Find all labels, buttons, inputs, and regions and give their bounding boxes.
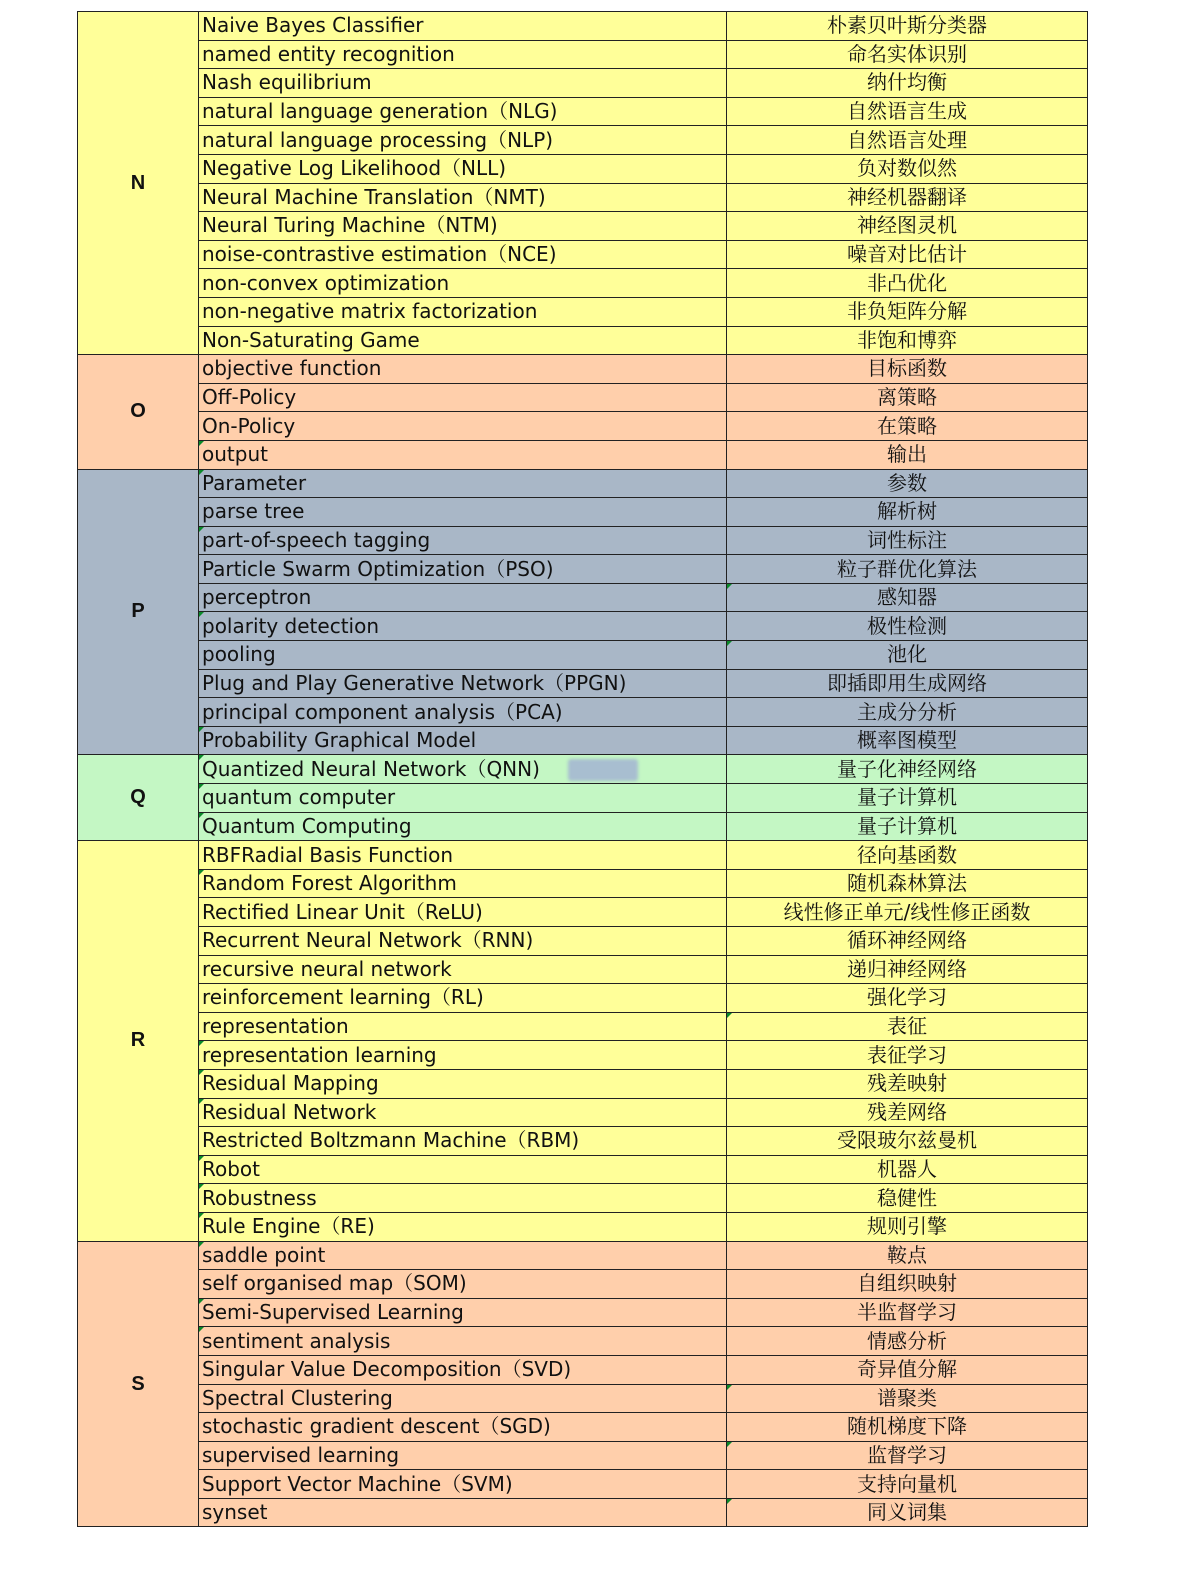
english-term-cell[interactable] — [199, 898, 727, 927]
chinese-term-cell[interactable] — [727, 1384, 1088, 1413]
comment-marker-icon — [199, 813, 204, 818]
table-row — [78, 955, 1088, 984]
table-row — [78, 555, 1088, 584]
chinese-term-cell[interactable] — [727, 440, 1088, 469]
table-row — [78, 641, 1088, 670]
table-row — [78, 40, 1088, 69]
english-term: self organised map（SOM) — [202, 1271, 467, 1296]
chinese-term-cell[interactable] — [727, 269, 1088, 298]
table-row — [78, 240, 1088, 269]
comment-marker-icon — [199, 1099, 204, 1104]
chinese-term-cell[interactable] — [727, 669, 1088, 698]
table-row — [78, 1498, 1088, 1527]
comment-marker-icon — [199, 1299, 204, 1304]
english-term: recursive neural network — [202, 956, 452, 981]
english-term: Random Forest Algorithm — [202, 871, 457, 896]
table-row — [78, 927, 1088, 956]
table-row — [78, 1098, 1088, 1127]
english-term: synset — [202, 1500, 268, 1525]
chinese-term: 概率图模型 — [857, 728, 957, 753]
english-term-cell[interactable] — [199, 69, 727, 98]
chinese-term: 支持向量机 — [857, 1471, 957, 1496]
table-row — [78, 97, 1088, 126]
table-row — [78, 440, 1088, 469]
chinese-term: 极性检测 — [867, 613, 947, 638]
chinese-term-cell[interactable] — [727, 841, 1088, 870]
chinese-term: 强化学习 — [867, 985, 947, 1010]
english-term: Neural Turing Machine（NTM) — [202, 213, 498, 238]
chinese-term-cell[interactable] — [727, 583, 1088, 612]
english-term-cell[interactable] — [199, 412, 727, 441]
comment-marker-icon — [727, 584, 732, 589]
english-term-cell[interactable] — [199, 1184, 727, 1213]
chinese-term-cell[interactable] — [727, 755, 1088, 784]
chinese-term-cell[interactable] — [727, 40, 1088, 69]
english-term: Robot — [202, 1157, 261, 1182]
english-term: representation — [202, 1014, 349, 1039]
english-term-cell[interactable] — [199, 355, 727, 384]
chinese-term: 输出 — [887, 442, 927, 467]
english-term-cell[interactable] — [199, 1413, 727, 1442]
chinese-term: 递归神经网络 — [847, 956, 967, 981]
chinese-term-cell[interactable] — [727, 984, 1088, 1013]
english-term: pooling — [202, 642, 276, 667]
letter-cell[interactable]: S — [78, 1241, 199, 1527]
comment-marker-icon — [199, 1242, 204, 1247]
table-row — [78, 526, 1088, 555]
chinese-term: 目标函数 — [867, 356, 947, 381]
chinese-term-cell[interactable] — [727, 183, 1088, 212]
english-term: objective function — [202, 356, 382, 381]
table-row — [78, 1041, 1088, 1070]
table-row — [78, 1127, 1088, 1156]
table-row — [78, 984, 1088, 1013]
chinese-term-cell[interactable] — [727, 1298, 1088, 1327]
chinese-term: 鞍点 — [887, 1242, 927, 1267]
chinese-term-cell[interactable] — [727, 898, 1088, 927]
english-term: Rectified Linear Unit（ReLU) — [202, 899, 483, 924]
chinese-term-cell[interactable] — [727, 383, 1088, 412]
blurred-overlay — [568, 759, 638, 781]
english-term: Recurrent Neural Network（RNN) — [202, 928, 534, 953]
comment-marker-icon — [727, 1499, 732, 1504]
table-row — [78, 1212, 1088, 1241]
english-term-cell[interactable] — [199, 1327, 727, 1356]
comment-marker-icon — [199, 470, 204, 475]
english-term-cell[interactable] — [199, 955, 727, 984]
chinese-term: 非饱和博弈 — [857, 327, 957, 352]
chinese-term: 规则引擎 — [867, 1214, 947, 1239]
chinese-term-cell[interactable] — [727, 1212, 1088, 1241]
english-term-cell[interactable] — [199, 555, 727, 584]
chinese-term-cell[interactable] — [727, 240, 1088, 269]
chinese-term-cell[interactable] — [727, 612, 1088, 641]
chinese-term-cell[interactable] — [727, 1498, 1088, 1527]
chinese-term-cell[interactable] — [727, 498, 1088, 527]
english-term: non-convex optimization — [202, 270, 450, 295]
english-term: On-Policy — [202, 413, 296, 438]
comment-marker-icon — [199, 1184, 204, 1189]
table-row — [78, 1155, 1088, 1184]
table-row — [78, 1441, 1088, 1470]
table-row — [78, 698, 1088, 727]
english-term-cell[interactable] — [199, 1012, 727, 1041]
chinese-term: 情感分析 — [867, 1328, 947, 1353]
chinese-term: 朴素贝叶斯分类器 — [827, 13, 987, 38]
english-term: noise-contrastive estimation（NCE) — [202, 242, 557, 267]
english-term-cell[interactable] — [199, 1041, 727, 1070]
english-term-cell[interactable] — [199, 154, 727, 183]
chinese-term: 同义词集 — [867, 1500, 947, 1525]
english-term: Off-Policy — [202, 385, 297, 410]
chinese-term: 在策略 — [877, 413, 937, 438]
chinese-term: 负对数似然 — [857, 156, 957, 181]
chinese-term-cell[interactable] — [727, 469, 1088, 498]
table-row — [78, 669, 1088, 698]
chinese-term: 表征学习 — [867, 1042, 947, 1067]
table-row — [78, 1384, 1088, 1413]
english-term: reinforcement learning（RL) — [202, 985, 484, 1010]
chinese-term: 径向基函数 — [857, 842, 957, 867]
english-term: principal component analysis（PCA) — [202, 699, 563, 724]
english-term: polarity detection — [202, 613, 380, 638]
english-term-cell[interactable] — [199, 1498, 727, 1527]
comment-marker-icon — [727, 641, 732, 646]
english-term: Negative Log Likelihood（NLL) — [202, 156, 507, 181]
chinese-term: 词性标注 — [867, 527, 947, 552]
chinese-term: 量子计算机 — [857, 785, 957, 810]
chinese-term-cell[interactable] — [727, 869, 1088, 898]
english-term-cell[interactable] — [199, 440, 727, 469]
chinese-term: 受限玻尔兹曼机 — [837, 1128, 977, 1153]
table-row — [78, 1241, 1088, 1270]
english-term: Parameter — [202, 470, 307, 495]
english-term-cell[interactable] — [199, 1241, 727, 1270]
english-term-cell[interactable] — [199, 297, 727, 326]
table-row — [78, 841, 1088, 870]
english-term: Residual Network — [202, 1099, 377, 1124]
table-row — [78, 726, 1088, 755]
table-row — [78, 1270, 1088, 1299]
comment-marker-icon — [199, 441, 204, 446]
english-term-cell[interactable] — [199, 1212, 727, 1241]
english-term-cell[interactable] — [199, 927, 727, 956]
table-row — [78, 583, 1088, 612]
table-row — [78, 12, 1088, 41]
english-term: Residual Mapping — [202, 1071, 379, 1096]
table-row — [78, 1355, 1088, 1384]
english-term: non-negative matrix factorization — [202, 299, 538, 324]
english-term: Spectral Clustering — [202, 1385, 393, 1410]
english-term: natural language processing（NLP) — [202, 127, 554, 152]
english-term-cell[interactable] — [199, 183, 727, 212]
english-term-cell[interactable] — [199, 698, 727, 727]
table-row — [78, 269, 1088, 298]
english-term-cell[interactable] — [199, 812, 727, 841]
table-row — [78, 1012, 1088, 1041]
english-term: Plug and Play Generative Network（PPGN) — [202, 670, 627, 695]
english-term-cell[interactable] — [199, 1470, 727, 1499]
comment-marker-icon — [199, 870, 204, 875]
chinese-term: 参数 — [887, 470, 927, 495]
english-term: output — [202, 442, 268, 467]
chinese-term-cell[interactable] — [727, 212, 1088, 241]
chinese-term: 即插即用生成网络 — [827, 670, 987, 695]
chinese-term: 自组织映射 — [857, 1271, 957, 1296]
comment-marker-icon — [199, 612, 204, 617]
english-term: parse tree — [202, 499, 305, 524]
chinese-term-cell[interactable] — [727, 1184, 1088, 1213]
english-term: perceptron — [202, 585, 312, 610]
chinese-term: 量子化神经网络 — [837, 756, 977, 781]
english-term-cell[interactable] — [199, 669, 727, 698]
english-term: RBFRadial Basis Function — [202, 842, 454, 867]
english-term-cell[interactable] — [199, 841, 727, 870]
english-term-cell[interactable] — [199, 469, 727, 498]
english-term: Support Vector Machine（SVM) — [202, 1471, 513, 1496]
chinese-term: 循环神经网络 — [847, 928, 967, 953]
english-term: saddle point — [202, 1242, 326, 1267]
chinese-term: 离策略 — [877, 385, 937, 410]
english-term-cell[interactable] — [199, 784, 727, 813]
chinese-term: 随机森林算法 — [847, 871, 967, 896]
table-row — [78, 1327, 1088, 1356]
english-term-cell[interactable] — [199, 1155, 727, 1184]
chinese-term-cell[interactable] — [727, 12, 1088, 41]
english-term-cell[interactable] — [199, 1441, 727, 1470]
chinese-term-cell[interactable] — [727, 526, 1088, 555]
english-term: Rule Engine（RE) — [202, 1214, 375, 1239]
chinese-term: 随机梯度下降 — [847, 1414, 967, 1439]
comment-marker-icon — [199, 1156, 204, 1161]
glossary-table — [77, 11, 1088, 1527]
letter-cell[interactable]: N — [78, 12, 199, 355]
table-row — [78, 383, 1088, 412]
english-term-cell[interactable] — [199, 240, 727, 269]
english-term-cell[interactable] — [199, 1355, 727, 1384]
chinese-term-cell[interactable] — [727, 1270, 1088, 1299]
comment-marker-icon — [199, 1070, 204, 1075]
english-term: Singular Value Decomposition（SVD) — [202, 1357, 572, 1382]
letter-cell[interactable]: O — [78, 355, 199, 469]
english-term-cell[interactable] — [199, 126, 727, 155]
chinese-term-cell[interactable] — [727, 326, 1088, 355]
chinese-term: 噪音对比估计 — [847, 242, 967, 267]
chinese-term-cell[interactable] — [727, 355, 1088, 384]
table-row — [78, 869, 1088, 898]
english-term: Neural Machine Translation（NMT) — [202, 184, 546, 209]
table-row — [78, 126, 1088, 155]
english-term: Probability Graphical Model — [202, 728, 477, 753]
chinese-term-cell[interactable] — [727, 1041, 1088, 1070]
english-term: supervised learning — [202, 1442, 400, 1467]
chinese-term: 非负矩阵分解 — [847, 299, 967, 324]
table-row — [78, 1069, 1088, 1098]
chinese-term-cell[interactable] — [727, 698, 1088, 727]
english-term-cell[interactable] — [199, 583, 727, 612]
comment-marker-icon — [199, 1041, 204, 1046]
chinese-term: 粒子群优化算法 — [837, 556, 977, 581]
chinese-term-cell[interactable] — [727, 412, 1088, 441]
english-term-cell[interactable] — [199, 526, 727, 555]
table-row — [78, 469, 1088, 498]
english-term: Quantized Neural Network（QNN) — [202, 756, 540, 781]
english-term: Nash equilibrium — [202, 70, 372, 95]
chinese-term-cell[interactable] — [727, 126, 1088, 155]
english-term-cell[interactable] — [199, 641, 727, 670]
chinese-term: 残差网络 — [867, 1099, 947, 1124]
chinese-term: 命名实体识别 — [847, 41, 967, 66]
table-row — [78, 297, 1088, 326]
english-term-cell[interactable] — [199, 498, 727, 527]
table-row — [78, 1413, 1088, 1442]
comment-marker-icon — [199, 755, 204, 760]
english-term-cell[interactable] — [199, 1069, 727, 1098]
chinese-term: 机器人 — [877, 1157, 937, 1182]
chinese-term: 神经图灵机 — [857, 213, 957, 238]
chinese-term-cell[interactable] — [727, 1069, 1088, 1098]
english-term: sentiment analysis — [202, 1328, 391, 1353]
english-term-cell[interactable] — [199, 269, 727, 298]
chinese-term-cell[interactable] — [727, 726, 1088, 755]
comment-marker-icon — [727, 1442, 732, 1447]
chinese-term-cell[interactable] — [727, 641, 1088, 670]
chinese-term-cell[interactable] — [727, 69, 1088, 98]
chinese-term-cell[interactable] — [727, 1012, 1088, 1041]
english-term-cell[interactable] — [199, 12, 727, 41]
english-term: stochastic gradient descent（SGD) — [202, 1414, 551, 1439]
table-row — [78, 1184, 1088, 1213]
table-row — [78, 355, 1088, 384]
english-term-cell[interactable] — [199, 1098, 727, 1127]
english-term: natural language generation（NLG) — [202, 99, 558, 124]
chinese-term: 监督学习 — [867, 1442, 947, 1467]
english-term-cell[interactable] — [199, 869, 727, 898]
english-term-cell[interactable] — [199, 1127, 727, 1156]
chinese-term: 感知器 — [877, 585, 937, 610]
comment-marker-icon — [199, 784, 204, 789]
letter-cell[interactable]: R — [78, 841, 199, 1241]
comment-marker-icon — [727, 1013, 732, 1018]
comment-marker-icon — [199, 527, 204, 532]
chinese-term-cell[interactable] — [727, 154, 1088, 183]
chinese-term-cell[interactable] — [727, 1127, 1088, 1156]
chinese-term-cell[interactable] — [727, 927, 1088, 956]
table-row — [78, 784, 1088, 813]
chinese-term: 解析树 — [877, 499, 937, 524]
english-term: Naive Bayes Classifier — [202, 13, 424, 38]
comment-marker-icon — [199, 1327, 204, 1332]
table-row — [78, 755, 1088, 784]
chinese-term-cell[interactable] — [727, 812, 1088, 841]
english-term: Non-Saturating Game — [202, 327, 420, 352]
table-row — [78, 1298, 1088, 1327]
chinese-term: 纳什均衡 — [867, 70, 947, 95]
chinese-term-cell[interactable] — [727, 1155, 1088, 1184]
chinese-term: 池化 — [887, 642, 927, 667]
letter-cell[interactable]: Q — [78, 755, 199, 841]
chinese-term: 残差映射 — [867, 1071, 947, 1096]
chinese-term: 主成分分析 — [857, 699, 957, 724]
english-term: representation learning — [202, 1042, 437, 1067]
table-row — [78, 326, 1088, 355]
english-term-cell[interactable] — [199, 383, 727, 412]
english-term-cell[interactable] — [199, 1298, 727, 1327]
english-term-cell[interactable] — [199, 755, 727, 784]
table-row — [78, 212, 1088, 241]
chinese-term-cell[interactable] — [727, 555, 1088, 584]
chinese-term: 谱聚类 — [877, 1385, 937, 1410]
english-term: Quantum Computing — [202, 813, 412, 838]
english-term-cell[interactable] — [199, 984, 727, 1013]
chinese-term-cell[interactable] — [727, 1098, 1088, 1127]
chinese-term: 自然语言处理 — [847, 127, 967, 152]
english-term: quantum computer — [202, 785, 396, 810]
chinese-term: 线性修正单元/线性修正函数 — [783, 899, 1031, 924]
chinese-term: 半监督学习 — [857, 1300, 957, 1325]
table-row — [78, 898, 1088, 927]
table-row — [78, 183, 1088, 212]
comment-marker-icon — [199, 1213, 204, 1218]
chinese-term: 非凸优化 — [867, 270, 947, 295]
english-term: Restricted Boltzmann Machine（RBM) — [202, 1128, 580, 1153]
chinese-term: 神经机器翻译 — [847, 184, 967, 209]
chinese-term-cell[interactable] — [727, 1470, 1088, 1499]
chinese-term-cell[interactable] — [727, 784, 1088, 813]
table-row — [78, 154, 1088, 183]
chinese-term-cell[interactable] — [727, 1355, 1088, 1384]
chinese-term-cell[interactable] — [727, 1327, 1088, 1356]
table-row — [78, 69, 1088, 98]
english-term-cell[interactable] — [199, 726, 727, 755]
table-row — [78, 1470, 1088, 1499]
table-row — [78, 498, 1088, 527]
english-term: Semi-Supervised Learning — [202, 1300, 464, 1325]
comment-marker-icon — [727, 1385, 732, 1390]
english-term-cell[interactable] — [199, 612, 727, 641]
chinese-term: 奇异值分解 — [857, 1357, 957, 1382]
chinese-term-cell[interactable] — [727, 1441, 1088, 1470]
letter-cell[interactable]: P — [78, 469, 199, 755]
chinese-term-cell[interactable] — [727, 955, 1088, 984]
chinese-term-cell[interactable] — [727, 1241, 1088, 1270]
comment-marker-icon — [199, 727, 204, 732]
chinese-term: 表征 — [887, 1014, 927, 1039]
english-term: part-of-speech tagging — [202, 527, 431, 552]
english-term-cell[interactable] — [199, 1270, 727, 1299]
english-term-cell[interactable] — [199, 326, 727, 355]
chinese-term-cell[interactable] — [727, 1413, 1088, 1442]
table-row — [78, 612, 1088, 641]
chinese-term: 量子计算机 — [857, 813, 957, 838]
glossary-body — [78, 12, 1088, 1527]
english-term-cell[interactable] — [199, 212, 727, 241]
english-term-cell[interactable] — [199, 1384, 727, 1413]
chinese-term-cell[interactable] — [727, 97, 1088, 126]
table-row — [78, 812, 1088, 841]
chinese-term-cell[interactable] — [727, 297, 1088, 326]
english-term-cell[interactable] — [199, 40, 727, 69]
chinese-term: 自然语言生成 — [847, 99, 967, 124]
english-term: Robustness — [202, 1185, 317, 1210]
english-term: named entity recognition — [202, 41, 455, 66]
chinese-term: 稳健性 — [877, 1185, 937, 1210]
english-term-cell[interactable] — [199, 97, 727, 126]
english-term: Particle Swarm Optimization（PSO) — [202, 556, 554, 581]
table-row — [78, 412, 1088, 441]
